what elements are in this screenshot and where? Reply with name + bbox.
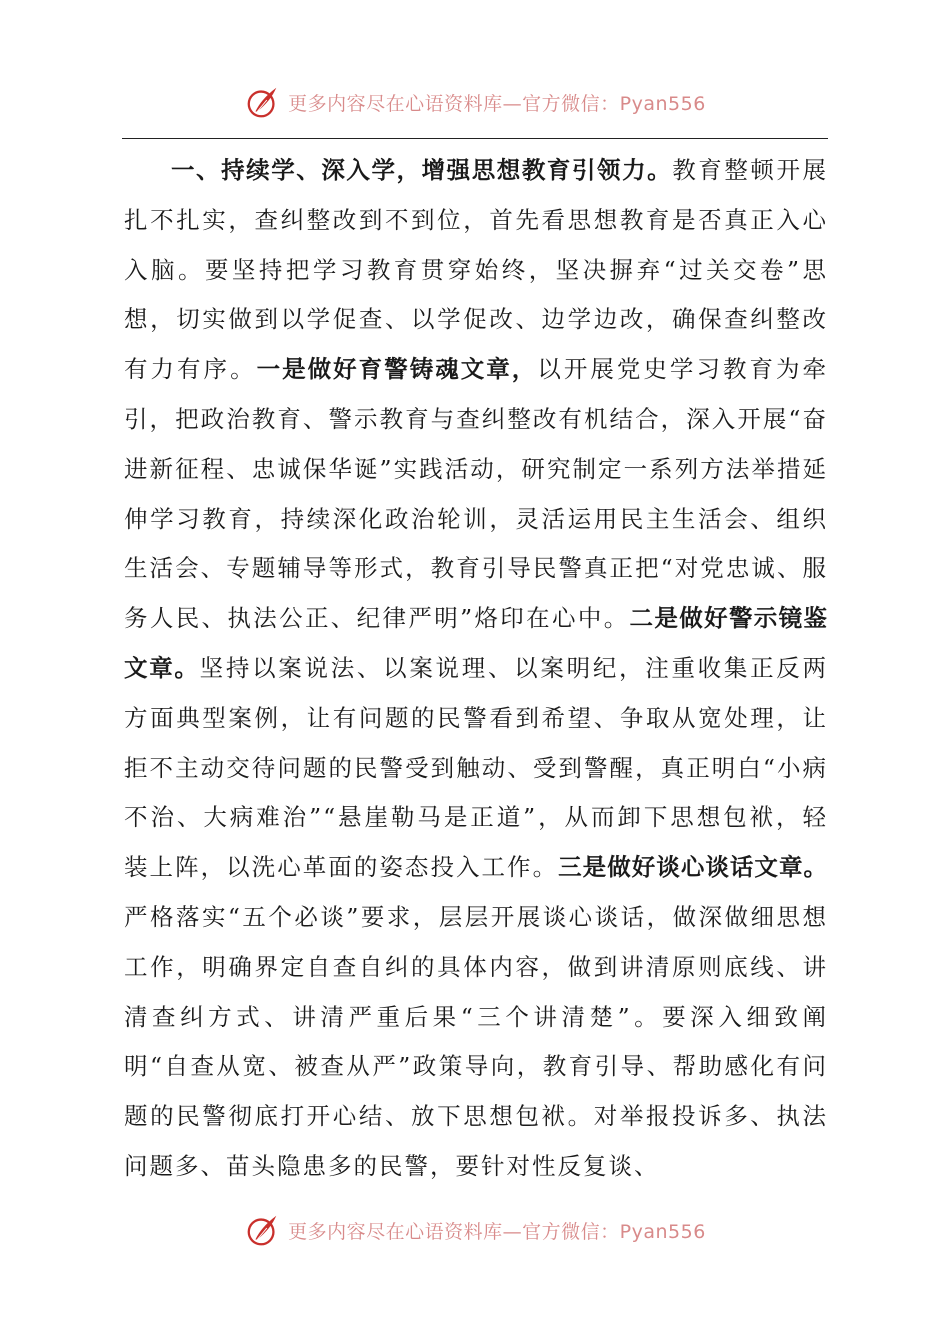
body-text: 坚持以案说法、以案说理、以案明纪，注重收集正反两方面典型案例，让有问题的民警看到希望、争取从宽处理，让拒不主动交待问题的民警受到触动、受到警醒，真正明白“小病不治、大病难治”“悬崖勒马是正道”，从而卸下思想包袱，轻装上阵，以洗心革面的姿态投入工作。 (124, 653, 829, 882)
watermark-text: 更多内容尽在心语资料库—官方微信：Pyan556 (288, 92, 706, 115)
quill-logo-icon (244, 1211, 282, 1249)
body-text: 以开展党史学习教育为牵引，把政治教育、警示教育与查纠整改有机结合，深入开展“奋进新征程、忠诚保华诞”实践活动，研究制定一系列方法举措延伸学习教育，持续深化政治轮训，灵活运用民主生活会、组织生活会、专题辅导等形式，教育引导民警真正把“对党忠诚、服务人民、执法公正、纪律严明”烙印在心中。 (124, 355, 829, 633)
header-divider (122, 138, 828, 139)
body-text: 教育整顿开展扎不扎实，查纠整改到不到位，首先看思想教育是否真正入心入脑。要坚持把学习教育贯穿始终，坚决摒弃“过关交卷”思想，切实做到以学促查、以学促改、边学边改，确保查纠整改有力有序。 (124, 156, 829, 384)
quill-logo-icon (244, 83, 282, 121)
body-paragraph (124, 146, 828, 1192)
body-text: 严格落实“五个必谈”要求，层层开展谈心谈话，做深做细思想工作，明确界定自查自纠的具体内容，做到讲清原则底线、讲清查纠方式、讲清严重后果“三个讲清楚”。要深入细致阐明“自查从宽、被查从严”政策导向，教育引导、帮助感化有问题的民警彻底打开心结、放下思想包袱。对举报投诉多、执法问题多、苗头隐患多的民警，要针对性反复谈、 (124, 902, 828, 1180)
watermark-wechat-id: Pyan556 (619, 1220, 706, 1243)
watermark-header (0, 78, 950, 126)
section-heading: 一、持续学、深入学，增强思想教育引领力。 (171, 156, 673, 184)
point-heading-2: 二是做好警示镜鉴文章。 (124, 604, 829, 682)
watermark-wechat-id: Pyan556 (619, 92, 706, 115)
point-heading-1: 一是做好育警铸魂文章， (256, 355, 538, 384)
watermark-footer (0, 1206, 950, 1254)
document-body (124, 146, 828, 1196)
watermark-text: 更多内容尽在心语资料库—官方微信：Pyan556 (288, 1220, 706, 1243)
point-heading-3: 三是做好谈心谈话文章。 (558, 853, 829, 882)
